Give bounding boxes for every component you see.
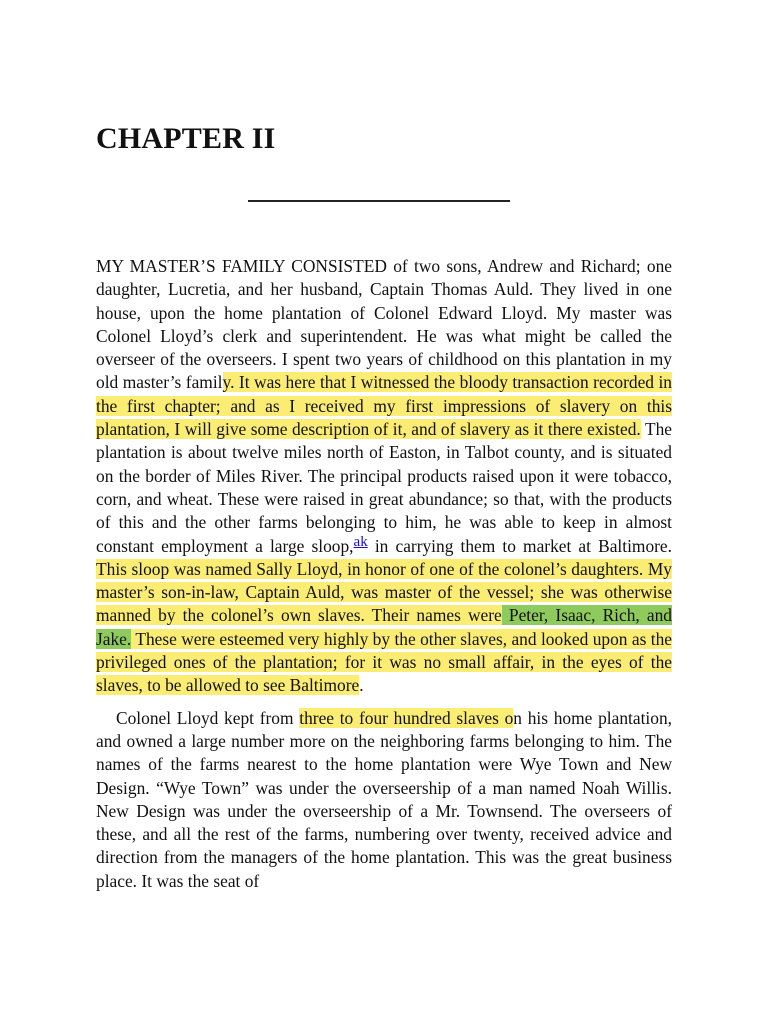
text-run: MY MASTER’S FAMILY CONSISTED of two sons, Andrew and Richard; one daughter, Lucretia, and her husband, Captain Thomas Auld. They lived in one house, upon the home plantation of Colonel Edward Lloyd. My master was Colonel Lloyd’s clerk and superintendent. He was what might be called the overseer of the overseers. I spent two years of childhood on this plantation in my old master’s famil	[96, 256, 672, 393]
chapter-body	[96, 255, 672, 902]
highlight-yellow[interactable]: three to four hundred slaves o	[299, 707, 514, 728]
highlight-green[interactable]: Peter, Isaac, Rich, and Jake.	[96, 605, 672, 649]
footnote-link[interactable]: ak	[353, 533, 368, 550]
highlight-yellow[interactable]: This sloop was named Sally Lloyd, in honor of one of the colonel’s daughters. My master’s son-in-law, Captain Auld, was master of the vessel; she was otherwise manned by the colonel’s own slaves. Their names were	[96, 558, 672, 626]
text-run: The plantation is about twelve miles north of Easton, in Talbot county, and is situated on the border of Miles River. The principal products raised upon it were tobacco, corn, and wheat. These were raised in great abundance; so that, with the products of this and the other farms belonging to him, he was able to keep in almost constant employment a large sloop,	[96, 419, 672, 556]
highlight-yellow[interactable]: These were esteemed very highly by the other slaves, and looked upon as the privileged ones of the plantation; for it was no small affair, in the eyes of the slaves, to be allowed to see Baltimore	[96, 628, 672, 696]
chapter-title: CHAPTER II	[96, 122, 276, 155]
highlight-yellow[interactable]: y. It was here that I witnessed the bloody transaction recorded in the first chapter; and as I received my first impressions of slavery on this plantation, I will give some description of it, and of slavery as it there existed.	[96, 372, 672, 440]
text-run: n his home plantation, and owned a large number more on the neighboring farms belonging to him. The names of the farms nearest to the home plantation were Wye Town and New Design. “Wye Town” was under the overseership of a man named Noah Willis. New Design was under the overseership of a Mr. Townsend. The overseers of these, and all the rest of the farms, numbering over twenty, received advice and direction from the managers of the home plantation. This was the great business place. It was the seat of	[96, 707, 672, 891]
paragraph-1	[96, 255, 672, 698]
text-run: in carrying them to market at Baltimore.	[367, 535, 672, 556]
text-run: Colonel Lloyd kept from	[116, 707, 300, 728]
text-run: .	[359, 675, 364, 696]
chapter-divider	[248, 200, 510, 202]
paragraph-2	[96, 707, 672, 893]
